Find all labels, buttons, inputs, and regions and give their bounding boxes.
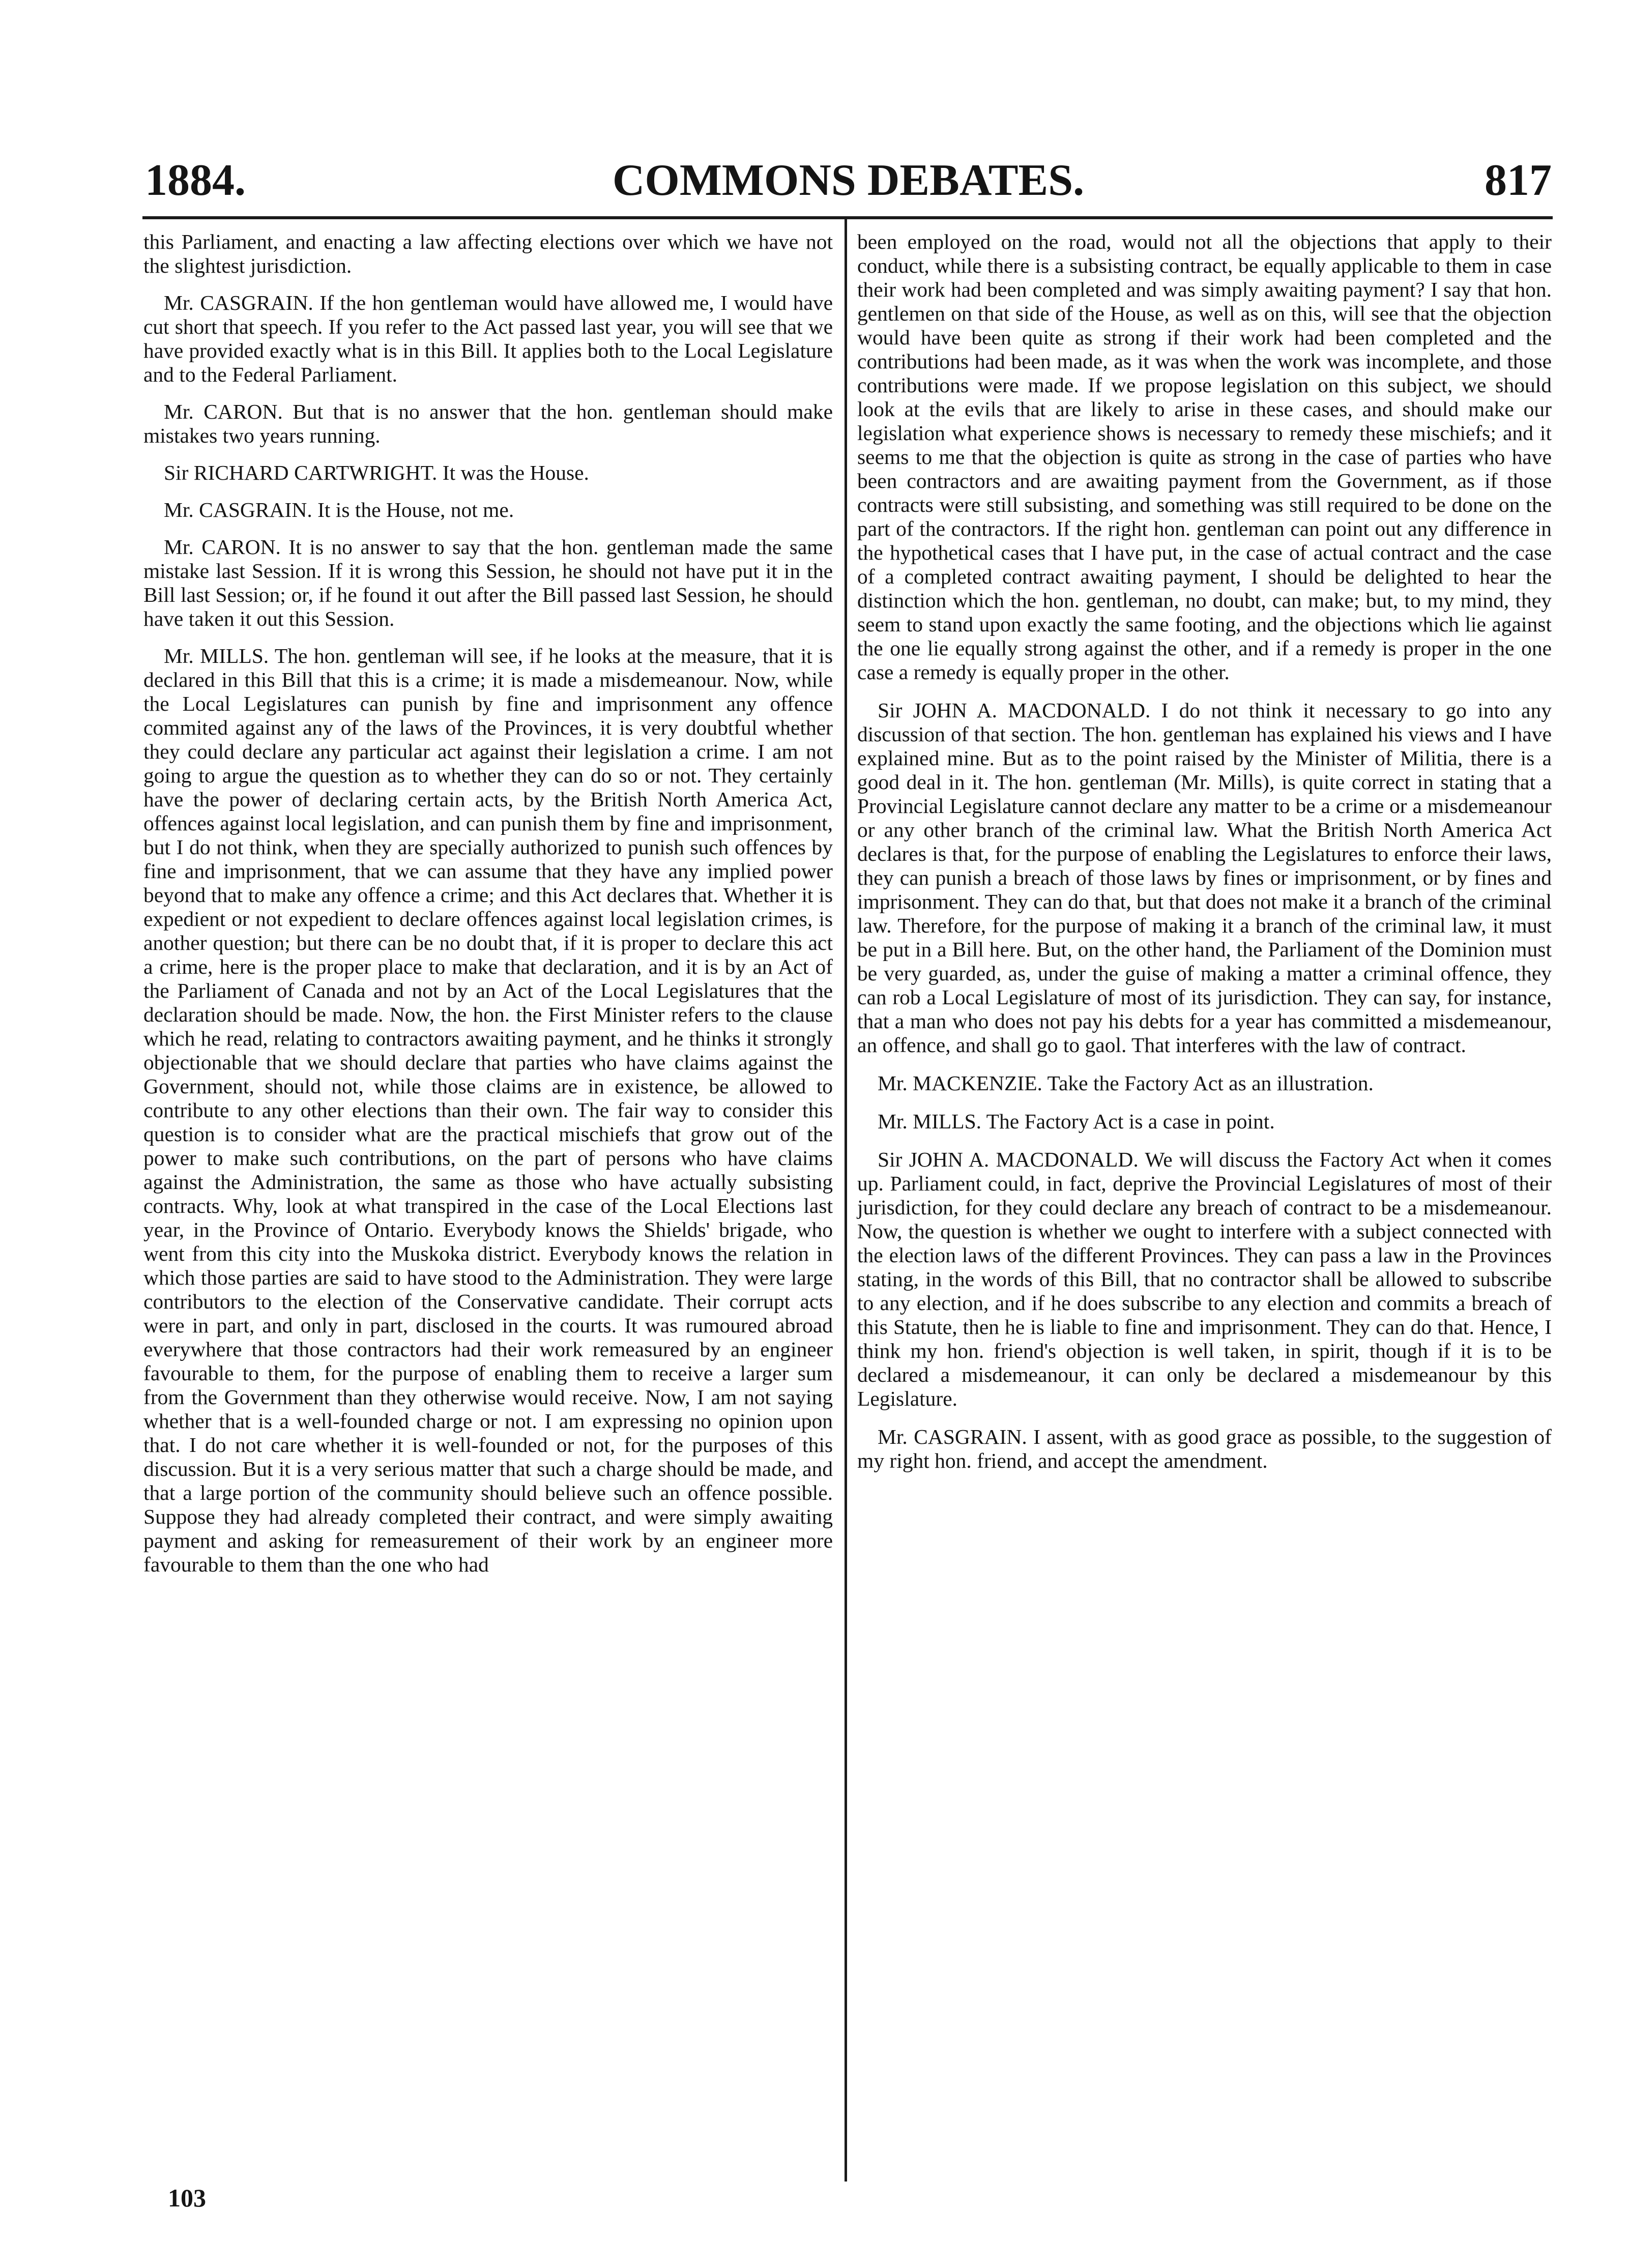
signature-mark: 103 bbox=[168, 2184, 206, 2212]
column-divider bbox=[845, 218, 847, 2182]
header-page-number: 817 bbox=[1485, 156, 1552, 205]
paragraph: Sir RICHARD CARTWRIGHT. It was the House. bbox=[164, 461, 589, 484]
page-header bbox=[145, 142, 1552, 219]
header-rule bbox=[142, 216, 1553, 219]
paragraph: Sir JOHN A. MACDONALD. We will discuss the Factory Act when it comes up. Parliament could, in fact, deprive the Provincial Legislatures of most of their jurisdiction, for they could declare any breach of contract to be a misdemeanour. Now, the question is whether we ought to interfere with a subject connected with the election laws of the different Provinces. They can pass a law in the Provinces stating, in the words of this Bill, that no contractor shall be allowed to subscribe to any election, and if he does subscribe to any election and commits a breach of this Statute, then he is liable to fine and imprisonment. They can do that. Hence, I think my hon. friend's objection is well taken, in spirit, though if it is to be declared a misdemeanour, it can only be declared a misdemeanour by this Legislature. bbox=[857, 1148, 1552, 1410]
paragraph: been employed on the road, would not all the objections that apply to their conduct, while there is a subsisting contract, be equally applicable to them in case their work had been completed and was simply awaiting payment? I say that hon. gentlemen on that side of the House, as well as on this, will see that the objection would have been quite as strong if their work had been completed and the contributions had been made, as it was when the work was incomplete, and those contributions were made. If we propose legislation on this subject, we should look at the evils that are likely to arise in these cases, and should make our legislation what experience shows is necessary to remedy these mischiefs; and it seems to me that the objection is quite as strong in the case of parties who have been contractors and are awaiting payment from the Government, as if those contracts were still subsisting, and something was still required to be done on the part of the contractors. If the right hon. gentleman can point out any difference in the hypothetical cases that I have put, in the case of actual contract and the case of a completed contract awaiting payment, I should be delighted to hear the distinction which the hon. gentleman, no doubt, can make; but, to my mind, they seem to stand upon exactly the same footing, and the objections which lie against the one lie equally strong against the other, and if a remedy is proper in the one case a remedy is equally proper in the other. bbox=[857, 230, 1552, 684]
paragraph: this Parliament, and enacting a law affecting elections over which we have not the slightest jurisdiction. bbox=[143, 230, 833, 277]
header-year: 1884. bbox=[145, 156, 246, 205]
paragraph: Mr. MACKENZIE. Take the Factory Act as an illustration. bbox=[878, 1071, 1374, 1095]
paragraph: Mr. MILLS. The hon. gentleman will see, if he looks at the measure, that it is declared in this Bill that this is a crime; it is made a misdemeanour. Now, while the Local Legislatures can punish by fine and imprisonment any offence commited against any of the laws of the Provinces, it is very doubtful whether they could declare any particular act against their legislation a crime. I am not going to argue the question as to whether they can do so or not. They certainly have the power of declaring certain acts, by the British North America Act, offences against local legislation, and can punish them by fine and imprisonment, but I do not think, when they are specially authorized to punish such offences by fine and imprisonment, that we can assume that they have any implied power beyond that to make any offence a crime; and this Act declares that. Whether it is expedient or not expedient to declare offences against local legislation crimes, is another question; but there can be no doubt that, if it is proper to declare this act a crime, here is the proper place to make that declaration, and it is by an Act of the Parliament of Canada and not by an Act of the Local Legislatures that the declaration should be made. Now, the hon. the First Minister refers to the clause which he read, relating to contractors awaiting payment, and he thinks it strongly objectionable that we should declare that parties who have claims against the Government, should not, while those claims are in existence, be allowed to contribute to any other elections than their own. The fair way to consider this question is to consider what are the practical mischiefs that grow out of the power to make such contributions, on the part of persons who have claims against the Administration, the same as those who have actually subsisting contracts. Why, look at what transpired in the case of the Local Elections last year, in the Province of Ontario. Everybody knows the Shields' brigade, who went from this city into the Muskoka district. Everybody knows the relation in which those parties are said to have stood to the Administration. They were large contributors to the election of the Conservative candidate. Their corrupt acts were in part, and only in part, disclosed in the courts. It was rumoured abroad everywhere that those contractors had their work remeasured by an engineer favourable to them, for the purpose of enabling them to receive a larger sum from the Government than they otherwise would receive. Now, I am not saying whether that is a well-founded charge or not. I am expressing no opinion upon that. I do not care whether it is well-founded or not, for the purposes of this discussion. But it is a very serious matter that such a charge should be made, and that a large portion of the community should believe such an offence possible. Suppose they had already completed their contract, and were simply awaiting payment and asking for remeasurement of their work by an engineer more favourable to them than the one who had bbox=[143, 644, 833, 1576]
right-column bbox=[857, 230, 1552, 1473]
paragraph: Mr. CASGRAIN. It is the House, not me. bbox=[164, 498, 514, 521]
paragraph: Mr. CASGRAIN. I assent, with as good grace as possible, to the suggestion of my right hon. friend, and accept the amendment. bbox=[857, 1425, 1552, 1472]
paragraph: Mr. CARON. But that is no answer that the hon. gentleman should make mistakes two years running. bbox=[143, 400, 833, 447]
header-title: COMMONS DEBATES. bbox=[612, 156, 1085, 205]
left-column bbox=[143, 230, 833, 1577]
paragraph: Sir JOHN A. MACDONALD. I do not think it necessary to go into any discussion of that section. The hon. gentleman has explained his views and I have explained mine. But as to the point raised by the Minister of Militia, there is a good deal in it. The hon. gentleman (Mr. Mills), is quite correct in stating that a Provincial Legislature cannot declare any matter to be a crime or a misdemeanour or any other branch of the criminal law. What the British North America Act declares is that, for the purpose of enabling the Legislatures to enforce their laws, they can punish a breach of those laws by fines or imprisonment, or by fines and imprisonment. They can do that, but that does not make it a branch of the criminal law. Therefore, for the purpose of making it a branch of the criminal law, it must be put in a Bill here. But, on the other hand, the Parliament of the Dominion must be very guarded, as, under the guise of making a matter a criminal offence, they can rob a Local Legislature of most of its jurisdiction. They can say, for instance, that a man who does not pay his debts for a year has committed a misdemeanour, an offence, and shall go to gaol. That interferes with the law of contract. bbox=[857, 699, 1552, 1057]
paragraph: Mr. MILLS. The Factory Act is a case in point. bbox=[878, 1110, 1275, 1133]
paragraph: Mr. CASGRAIN. If the hon gentleman would have allowed me, I would have cut short that speech. If you refer to the Act passed last year, you will see that we have provided exactly what is in this Bill. It applies both to the Local Legislature and to the Federal Parliament. bbox=[143, 291, 833, 386]
paragraph: Mr. CARON. It is no answer to say that the hon. gentleman made the same mistake last Session. If it is wrong this Session, he should not have put it in the Bill last Session; or, if he found it out after the Bill passed last Session, he should have taken it out this Session. bbox=[143, 535, 833, 630]
